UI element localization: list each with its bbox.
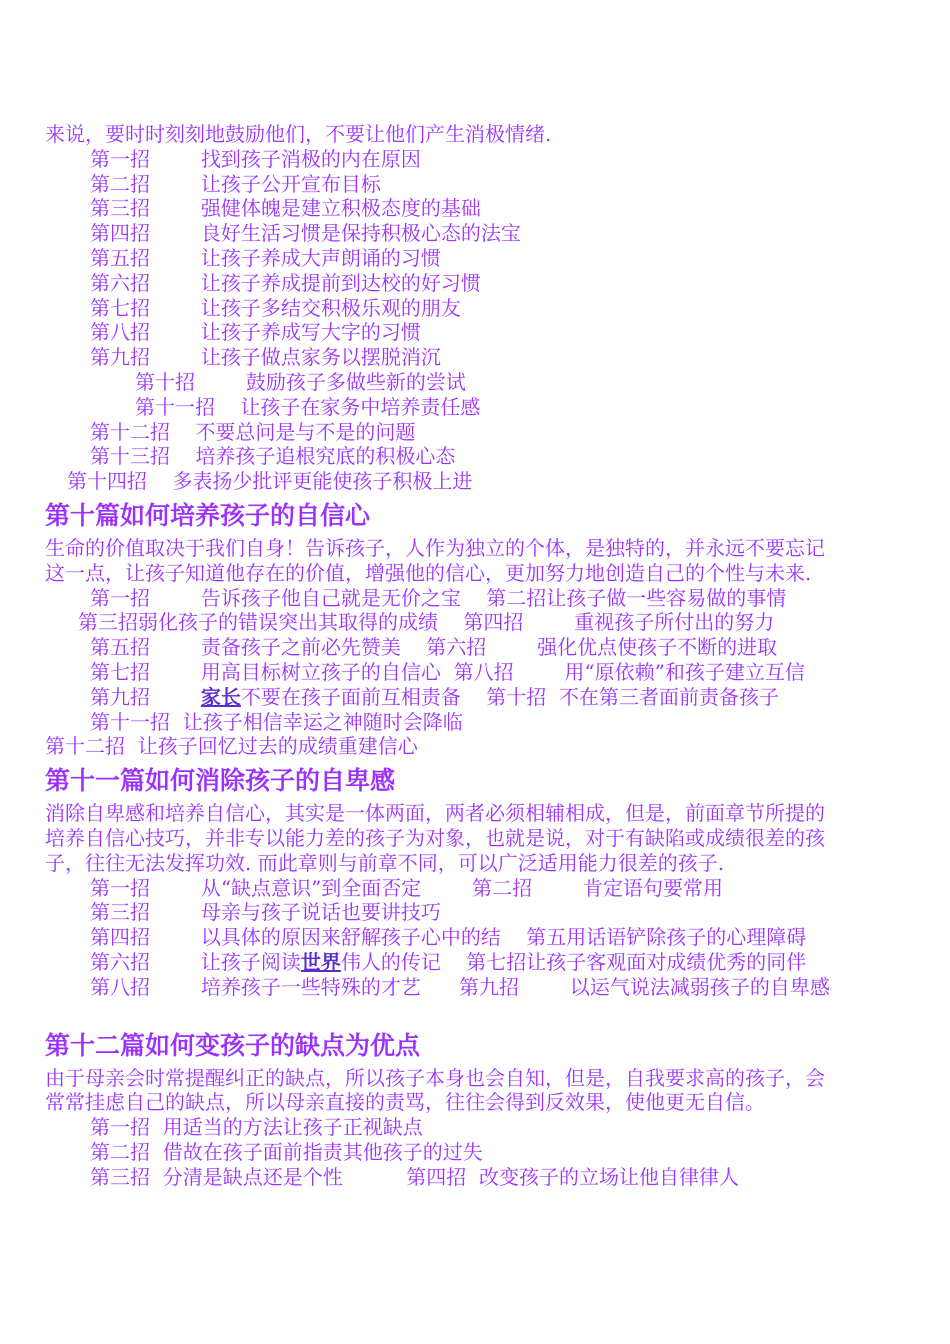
section-title: 第十一篇如何消除孩子的自卑感 bbox=[45, 766, 396, 796]
move-line: 第三招 分清是缺点还是个性 第四招 改变孩子的立场让他自律律人 bbox=[90, 1164, 740, 1189]
section-title: 第十二篇如何变孩子的缺点为优点 bbox=[45, 1030, 421, 1060]
move-line: 第八招 培养孩子一些特殊的才艺 第九招 以运气说法减弱孩子的自卑感 bbox=[90, 974, 830, 999]
spacer bbox=[45, 1000, 905, 1024]
move-line: 第十招 鼓励孩子多做些新的尝试 bbox=[135, 369, 466, 394]
move-line: 第一招 用适当的方法让孩子正视缺点 bbox=[90, 1115, 423, 1140]
paragraph-line: 消除自卑感和培养自信心，其实是一体两面，两者必须相辅相成，但是，前面章节所提的 bbox=[45, 801, 825, 826]
move-line: 第五招 责备孩子之前必先赞美 第六招 强化优点使孩子不断的进取 bbox=[90, 635, 778, 660]
move-line: 第十一招 让孩子相信幸运之神随时会降临 bbox=[90, 709, 463, 734]
paragraph-line: 培养自信心技巧，并非专以能力差的孩子为对象，也就是说，对于有缺陷或成绩很差的孩 bbox=[45, 825, 825, 850]
link-parents[interactable]: 家长 bbox=[200, 684, 241, 709]
move-line: 第五招 让孩子养成大声朗诵的习惯 bbox=[90, 245, 441, 270]
move-line: 第三招 母亲与孩子说话也要讲技巧 bbox=[90, 900, 441, 925]
move-line: 第三招 强健体魄是建立积极态度的基础 bbox=[90, 196, 481, 221]
move-line: 第三招弱化孩子的错误突出其取得的成绩 第四招 重视孩子所付出的努力 bbox=[78, 610, 775, 635]
move-line: 第九招 家长不要在孩子面前互相责备 第十招 不在第三者面前责备孩子 bbox=[90, 684, 780, 709]
move-line: 第七招 让孩子多结交积极乐观的朋友 bbox=[90, 295, 461, 320]
move-line: 第十四招 多表扬少批评更能使孩子积极上进 bbox=[67, 469, 473, 494]
move-line: 第十一招 让孩子在家务中培养责任感 bbox=[135, 394, 481, 419]
document-page bbox=[45, 122, 905, 1189]
move-line: 第十二招 让孩子回忆过去的成绩重建信心 bbox=[45, 734, 418, 759]
move-line: 第八招 让孩子养成写大字的习惯 bbox=[90, 320, 421, 345]
move-line: 第二招 让孩子公开宣布目标 bbox=[90, 171, 381, 196]
paragraph-line: 常常挂虑自己的缺点，所以母亲直接的责骂，往往会得到反效果，使他更无自信。 bbox=[45, 1090, 765, 1115]
move-line: 第一招 告诉孩子他自己就是无价之宝 第二招让孩子做一些容易做的事情 bbox=[90, 585, 787, 610]
move-line: 第六招 让孩子养成提前到达校的好习惯 bbox=[90, 270, 481, 295]
move-line: 第一招 从“缺点意识”到全面否定 第二招 肯定语句要常用 bbox=[90, 875, 724, 900]
paragraph-line: 生命的价值取决于我们自身！告诉孩子，人作为独立的个体，是独特的，并永远不要忘记 bbox=[45, 535, 825, 560]
move-line: 第七招 用高目标树立孩子的自信心 第八招 用“原依赖”和孩子建立互信 bbox=[90, 659, 805, 684]
move-line: 第六招 让孩子阅读世界伟人的传记 第七招让孩子客观面对成绩优秀的同伴 bbox=[90, 949, 807, 974]
intro-lead: 来说，要时时刻刻地鼓励他们，不要让他们产生消极情绪. bbox=[45, 122, 552, 146]
paragraph-line: 由于母亲会时常提醒纠正的缺点，所以孩子本身也会自知，但是，自我要求高的孩子，会 bbox=[45, 1065, 825, 1090]
move-line: 第二招 借故在孩子面前指责其他孩子的过失 bbox=[90, 1139, 483, 1164]
link-world[interactable]: 世界 bbox=[300, 949, 341, 974]
move-line: 第四招 以具体的原因来舒解孩子心中的结 第五用话语铲除孩子的心理障碍 bbox=[90, 925, 807, 950]
section-title: 第十篇如何培养孩子的自信心 bbox=[45, 500, 371, 530]
move-line: 第一招 找到孩子消极的内在原因 bbox=[90, 146, 421, 171]
move-line: 第十二招 不要总问是与不是的问题 bbox=[90, 419, 416, 444]
move-line: 第九招 让孩子做点家务以摆脱消沉 bbox=[90, 345, 441, 370]
paragraph-line: 这一点，让孩子知道他存在的价值，增强他的信心，更加努力地创造自己的个性与未来. bbox=[45, 560, 812, 585]
paragraph-line: 子，往往无法发挥功效. 而此章则与前章不同，可以广泛适用能力很差的孩子. bbox=[45, 850, 725, 875]
move-line: 第四招 良好生活习惯是保持积极心态的法宝 bbox=[90, 221, 521, 246]
move-line: 第十三招 培养孩子追根究底的积极心态 bbox=[90, 444, 456, 469]
